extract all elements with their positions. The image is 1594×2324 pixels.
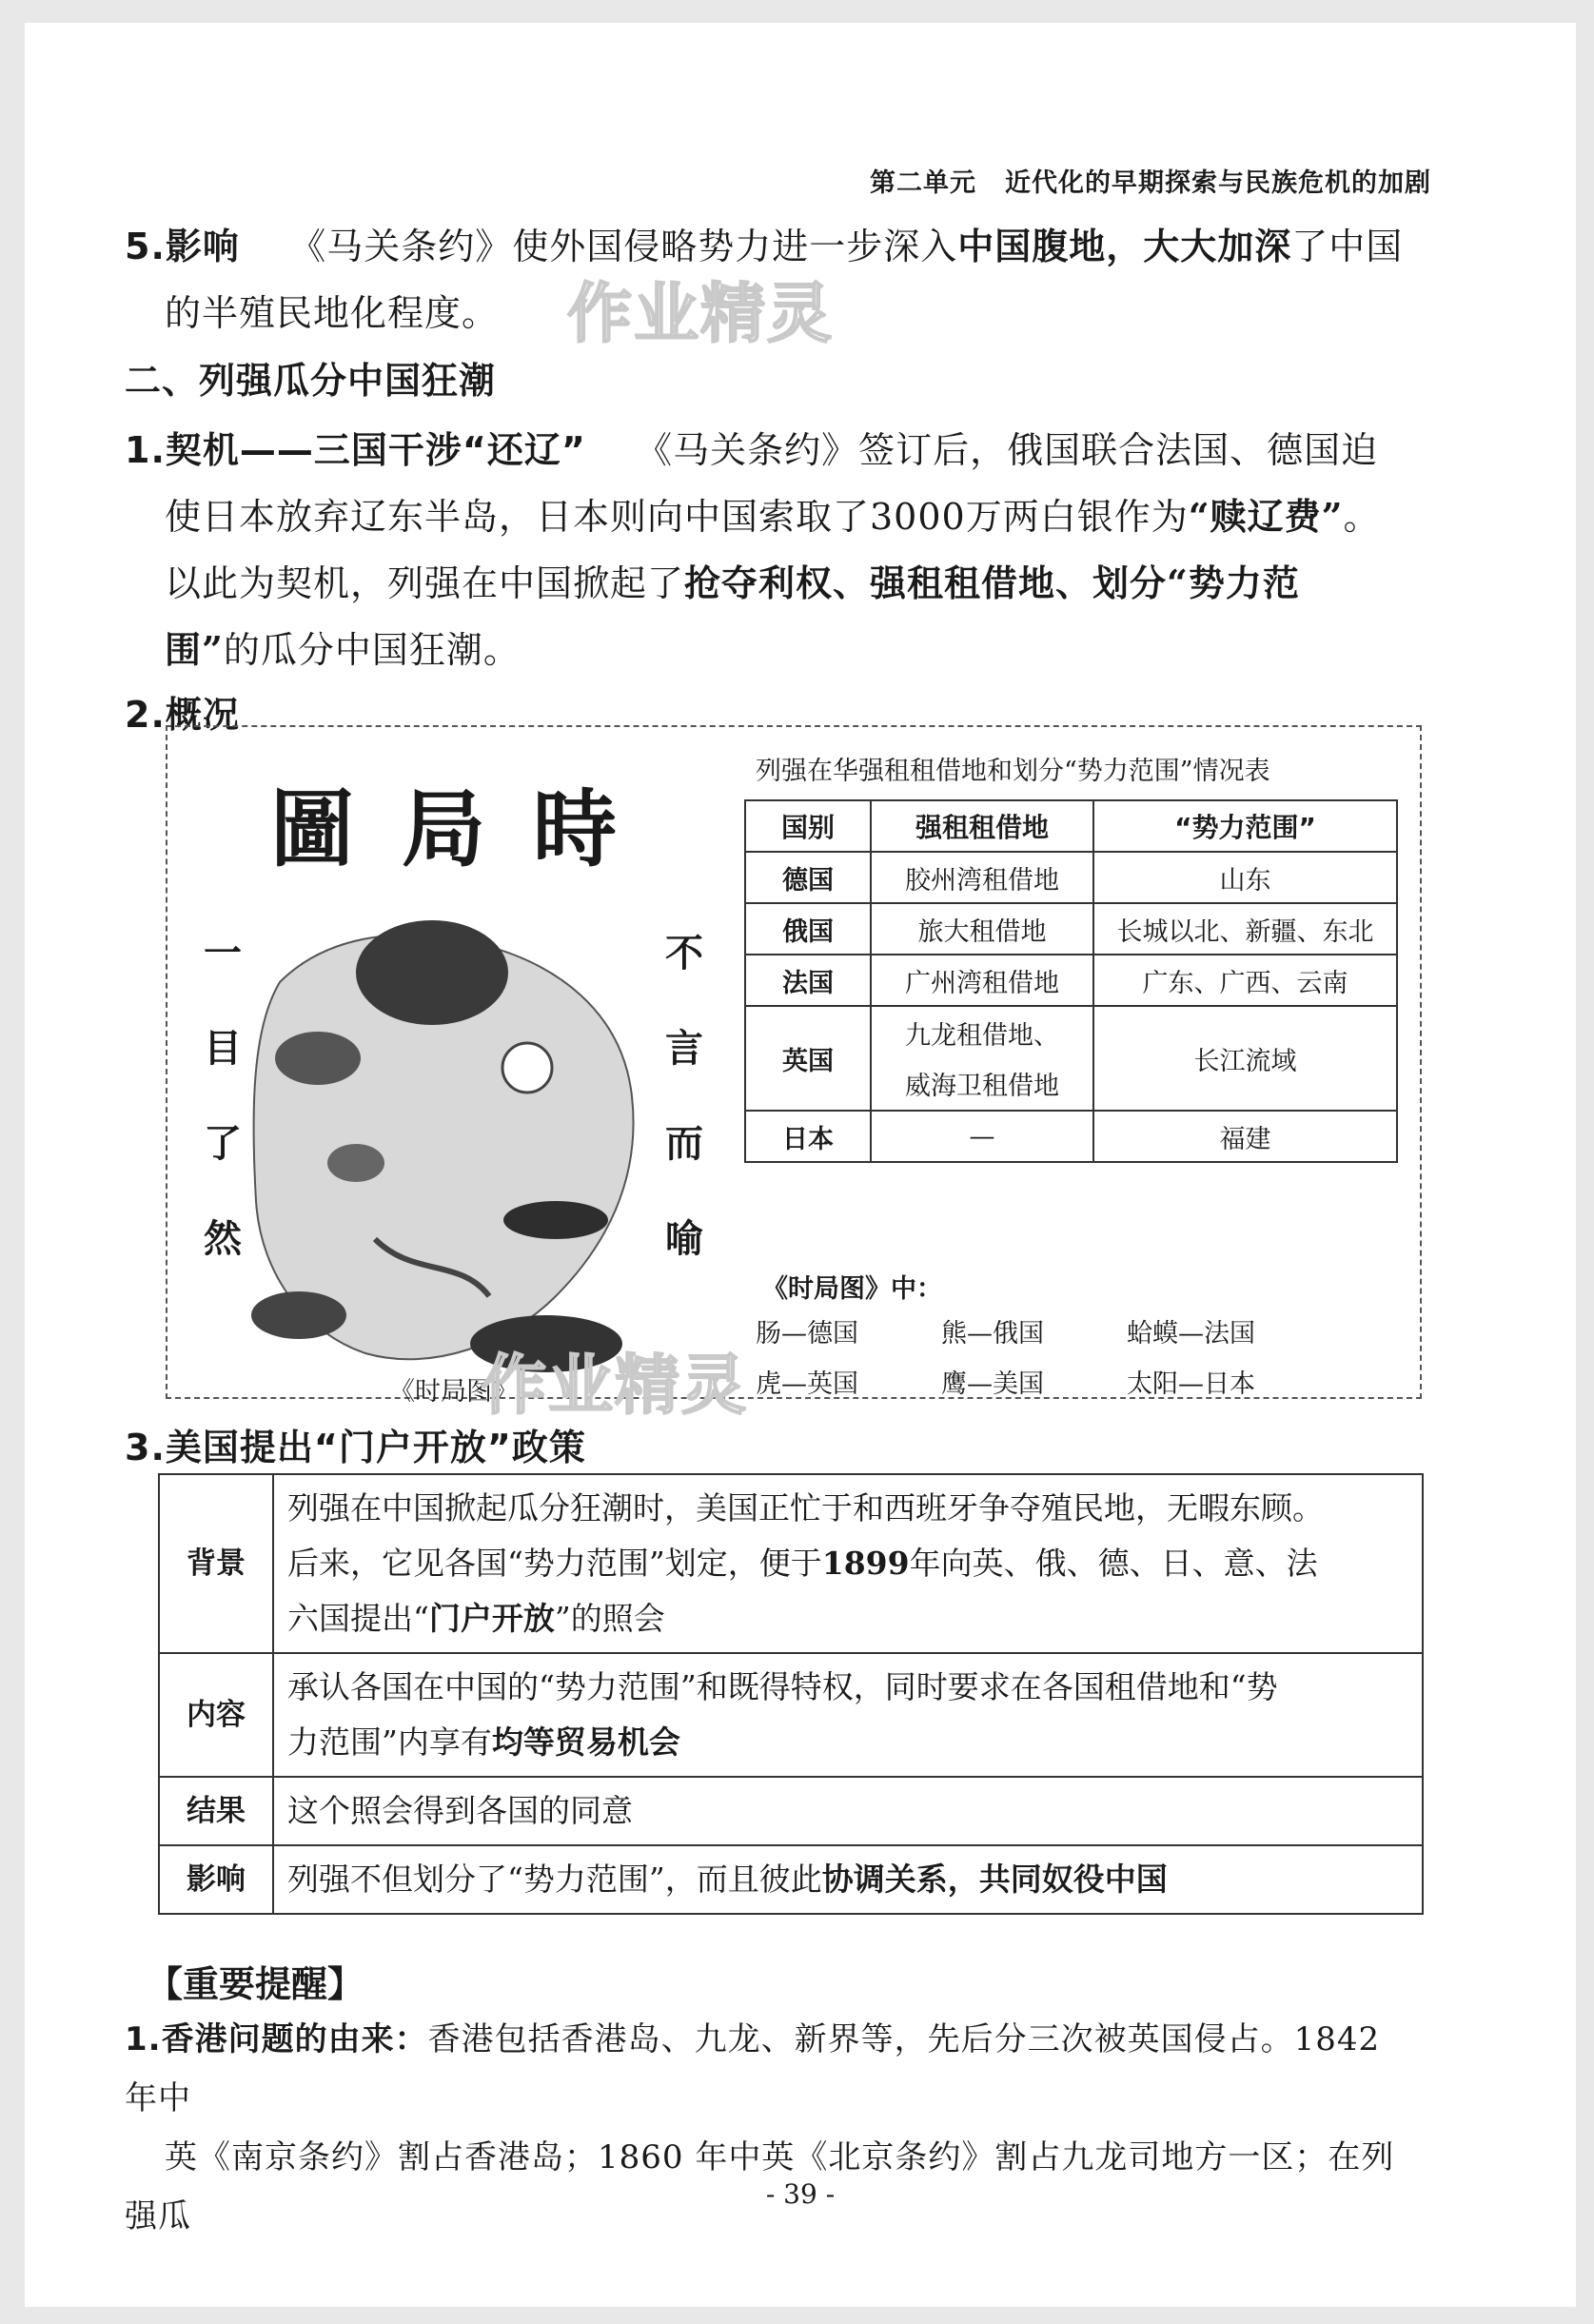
table-cell: 广州湾租借地 [871, 955, 1093, 1006]
bold-run: 均等贸易机会 [491, 1723, 680, 1761]
impact-bold: 中国腹地 [957, 225, 1107, 267]
running-header [870, 162, 1431, 199]
open-door-table [158, 1473, 1424, 1915]
overview-label: 概况 [165, 694, 240, 736]
table-row [745, 1111, 1397, 1162]
text-run: 六国提出“ [287, 1600, 429, 1637]
reminder-title: 【重要提醒】 [147, 1963, 364, 2005]
table-header: 强租租借地 [871, 800, 1093, 852]
legend-grid [756, 1312, 1312, 1400]
cartoon-char: 言 [665, 1026, 703, 1071]
tiger-figure [275, 1032, 361, 1085]
table-cell: 胶州湾租借地 [871, 852, 1093, 903]
cartoon-map-illustration [242, 877, 651, 1391]
impact-num: 5. [125, 226, 166, 267]
cartoon-char: 目 [204, 1026, 242, 1071]
impact-sep: ， [1106, 225, 1144, 267]
impact-label: 影响 [165, 226, 240, 267]
legend-item: 虎—英国 [756, 1369, 858, 1399]
table-row [745, 903, 1397, 955]
sun-figure [502, 1043, 552, 1093]
row-label: 影响 [159, 1845, 273, 1914]
table-cell: 广东、广西、云南 [1093, 955, 1397, 1006]
table-row [745, 1006, 1397, 1111]
table-row [159, 1845, 1423, 1914]
text-run: 后来，它见各国“势力范围”划定，便于 [287, 1545, 822, 1582]
table-cell: 山东 [1093, 852, 1397, 903]
overview-num: 2. [125, 694, 166, 736]
cell-line [287, 1591, 1408, 1646]
cartoon-char: 一 [204, 931, 242, 975]
impact-bold: 大大加深 [1143, 225, 1292, 267]
toad-figure [327, 1144, 384, 1182]
open-door-label: 美国提出“门户开放”政策 [165, 1427, 586, 1468]
reminder-label: 香港问题的由来： [161, 2020, 428, 2058]
cartoon-title: 圖局時 [270, 779, 665, 878]
table-cell: 日本 [745, 1111, 871, 1162]
bold-run: 门户开放 [428, 1600, 555, 1637]
bear-figure [356, 920, 508, 1025]
document-page [25, 23, 1576, 2307]
cell-line [287, 1536, 1408, 1591]
table-cell: 福建 [1093, 1111, 1397, 1162]
row-label: 结果 [159, 1777, 273, 1845]
opportunity-text: 。 [1343, 496, 1381, 538]
table-row [745, 955, 1397, 1006]
table-row [745, 852, 1397, 903]
bold-run: 共同奴役中国 [978, 1861, 1168, 1898]
header-unit: 第二单元 [870, 168, 976, 198]
opportunity-text: 使日本放弃辽东半岛，日本则向中国索取了3000万两白银作为 [165, 496, 1189, 538]
table-cell: — [871, 1111, 1093, 1162]
legend-item: 鹰—美国 [941, 1369, 1044, 1399]
sphere-table-title: 列强在华强租租借地和划分“势力范围”情况表 [756, 757, 1270, 786]
text-run: ”的照会 [554, 1600, 665, 1637]
opportunity-text: 以此为契机，列强在中国掀起了 [165, 562, 685, 604]
opportunity-text: 的瓜分中国狂潮。 [223, 629, 521, 671]
eagle-figure [503, 1201, 608, 1239]
reminder-num: 1. [125, 2020, 162, 2058]
table-cell [871, 1006, 1093, 1111]
table-row [159, 1474, 1423, 1653]
table-row [159, 1653, 1423, 1777]
header-title: 近代化的早期探索与民族危机的加剧 [1005, 168, 1431, 198]
table-header: 国别 [745, 800, 871, 852]
cell-line: 列强在中国掀起瓜分狂潮时，美国正忙于和西班牙争夺殖民地，无暇东顾。 [287, 1489, 1324, 1526]
text-run: 年向英、俄、德、日、意、法 [909, 1545, 1318, 1582]
table-header-row [745, 800, 1397, 852]
cell-line [287, 1715, 1408, 1770]
table-cell: 德国 [745, 852, 871, 903]
legend-item: 蛤蟆—法国 [1127, 1319, 1255, 1349]
cartoon-char: 然 [204, 1216, 242, 1261]
reminder-text: 香港包括香港岛、九龙、新界等，先后分三次被英国侵占。1842 年中 [125, 2020, 1381, 2117]
impact-text: 了中国 [1291, 226, 1404, 267]
year: 1899 [821, 1545, 910, 1582]
opportunity-bold: 抢夺利权、强租租借地、划分“势力范 [684, 561, 1300, 604]
opportunity-bold: 围” [165, 628, 224, 671]
legend-item: 太阳—日本 [1127, 1369, 1255, 1399]
opportunity-num: 1. [125, 429, 166, 471]
watermark: 作业精灵 [482, 1349, 749, 1424]
table-cell: 长城以北、新疆、东北 [1093, 903, 1397, 955]
table-cell: 俄国 [745, 903, 871, 955]
table-header: “势力范围” [1093, 800, 1397, 852]
opportunity-label: 契机——三国干涉“还辽” [165, 429, 586, 471]
table-cell: 英国 [745, 1006, 871, 1111]
open-door-num: 3. [125, 1427, 166, 1468]
cartoon-char: 不 [665, 931, 703, 975]
cartoon-char: 喻 [665, 1216, 703, 1261]
reminder-text: 英《南京条约》割占香港岛；1860 年中英《北京条约》割占九龙司地方一区；在列强瓜 [125, 2138, 1395, 2235]
table-row [159, 1777, 1423, 1845]
sphere-table [744, 799, 1398, 1163]
impact-text: 的半殖民地化程度。 [165, 292, 500, 334]
opportunity-paragraph [125, 417, 1424, 683]
watermark: 作业精灵 [567, 277, 835, 352]
overview-box [166, 725, 1422, 1407]
cartoon-char: 而 [665, 1121, 703, 1166]
cartoon-left-text [199, 906, 246, 1287]
table-cell: 旅大租借地 [871, 903, 1093, 955]
row-label: 内容 [159, 1653, 273, 1777]
legend-item: 熊—俄国 [941, 1319, 1044, 1349]
table-cell [273, 1653, 1423, 1777]
section-title: 二、列强瓜分中国狂潮 [125, 360, 497, 402]
page-number: - 39 - [765, 2178, 836, 2210]
legend-title: 《时局图》中： [762, 1274, 942, 1304]
opportunity-text: 《马关条约》签订后，俄国联合法国、德国迫 [636, 429, 1379, 471]
cartoon-caption: 《时局图》 [389, 1377, 518, 1407]
text-run: 力范围”内享有 [287, 1723, 492, 1761]
legend-item: 肠—德国 [756, 1319, 858, 1349]
open-door-heading [125, 1414, 1424, 1481]
cell-line: 九龙租借地、 [905, 1021, 1059, 1051]
reminder-paragraph [125, 2010, 1424, 2246]
table-cell: 这个照会得到各国的同意 [273, 1777, 1423, 1845]
cell-line: 威海卫租借地 [905, 1072, 1059, 1101]
text-run: 列强不但划分了“势力范围”，而且彼此 [287, 1861, 822, 1898]
table-cell: 长江流域 [1093, 1006, 1397, 1111]
row-label: 背景 [159, 1474, 273, 1653]
opportunity-bold: “赎辽费” [1188, 495, 1344, 538]
bold-run: ， [947, 1861, 979, 1898]
impact-text: 《马关条约》使外国侵略势力进一步深入 [289, 226, 958, 267]
table-cell [273, 1474, 1423, 1653]
bold-run: 协调关系 [821, 1861, 948, 1898]
table-cell: 法国 [745, 955, 871, 1006]
cartoon-right-text [660, 906, 708, 1287]
cell-line: 承认各国在中国的“势力范围”和既得特权，同时要求在各国租借地和“势 [287, 1668, 1278, 1705]
table-cell [273, 1845, 1423, 1914]
cartoon-char: 了 [204, 1121, 242, 1166]
